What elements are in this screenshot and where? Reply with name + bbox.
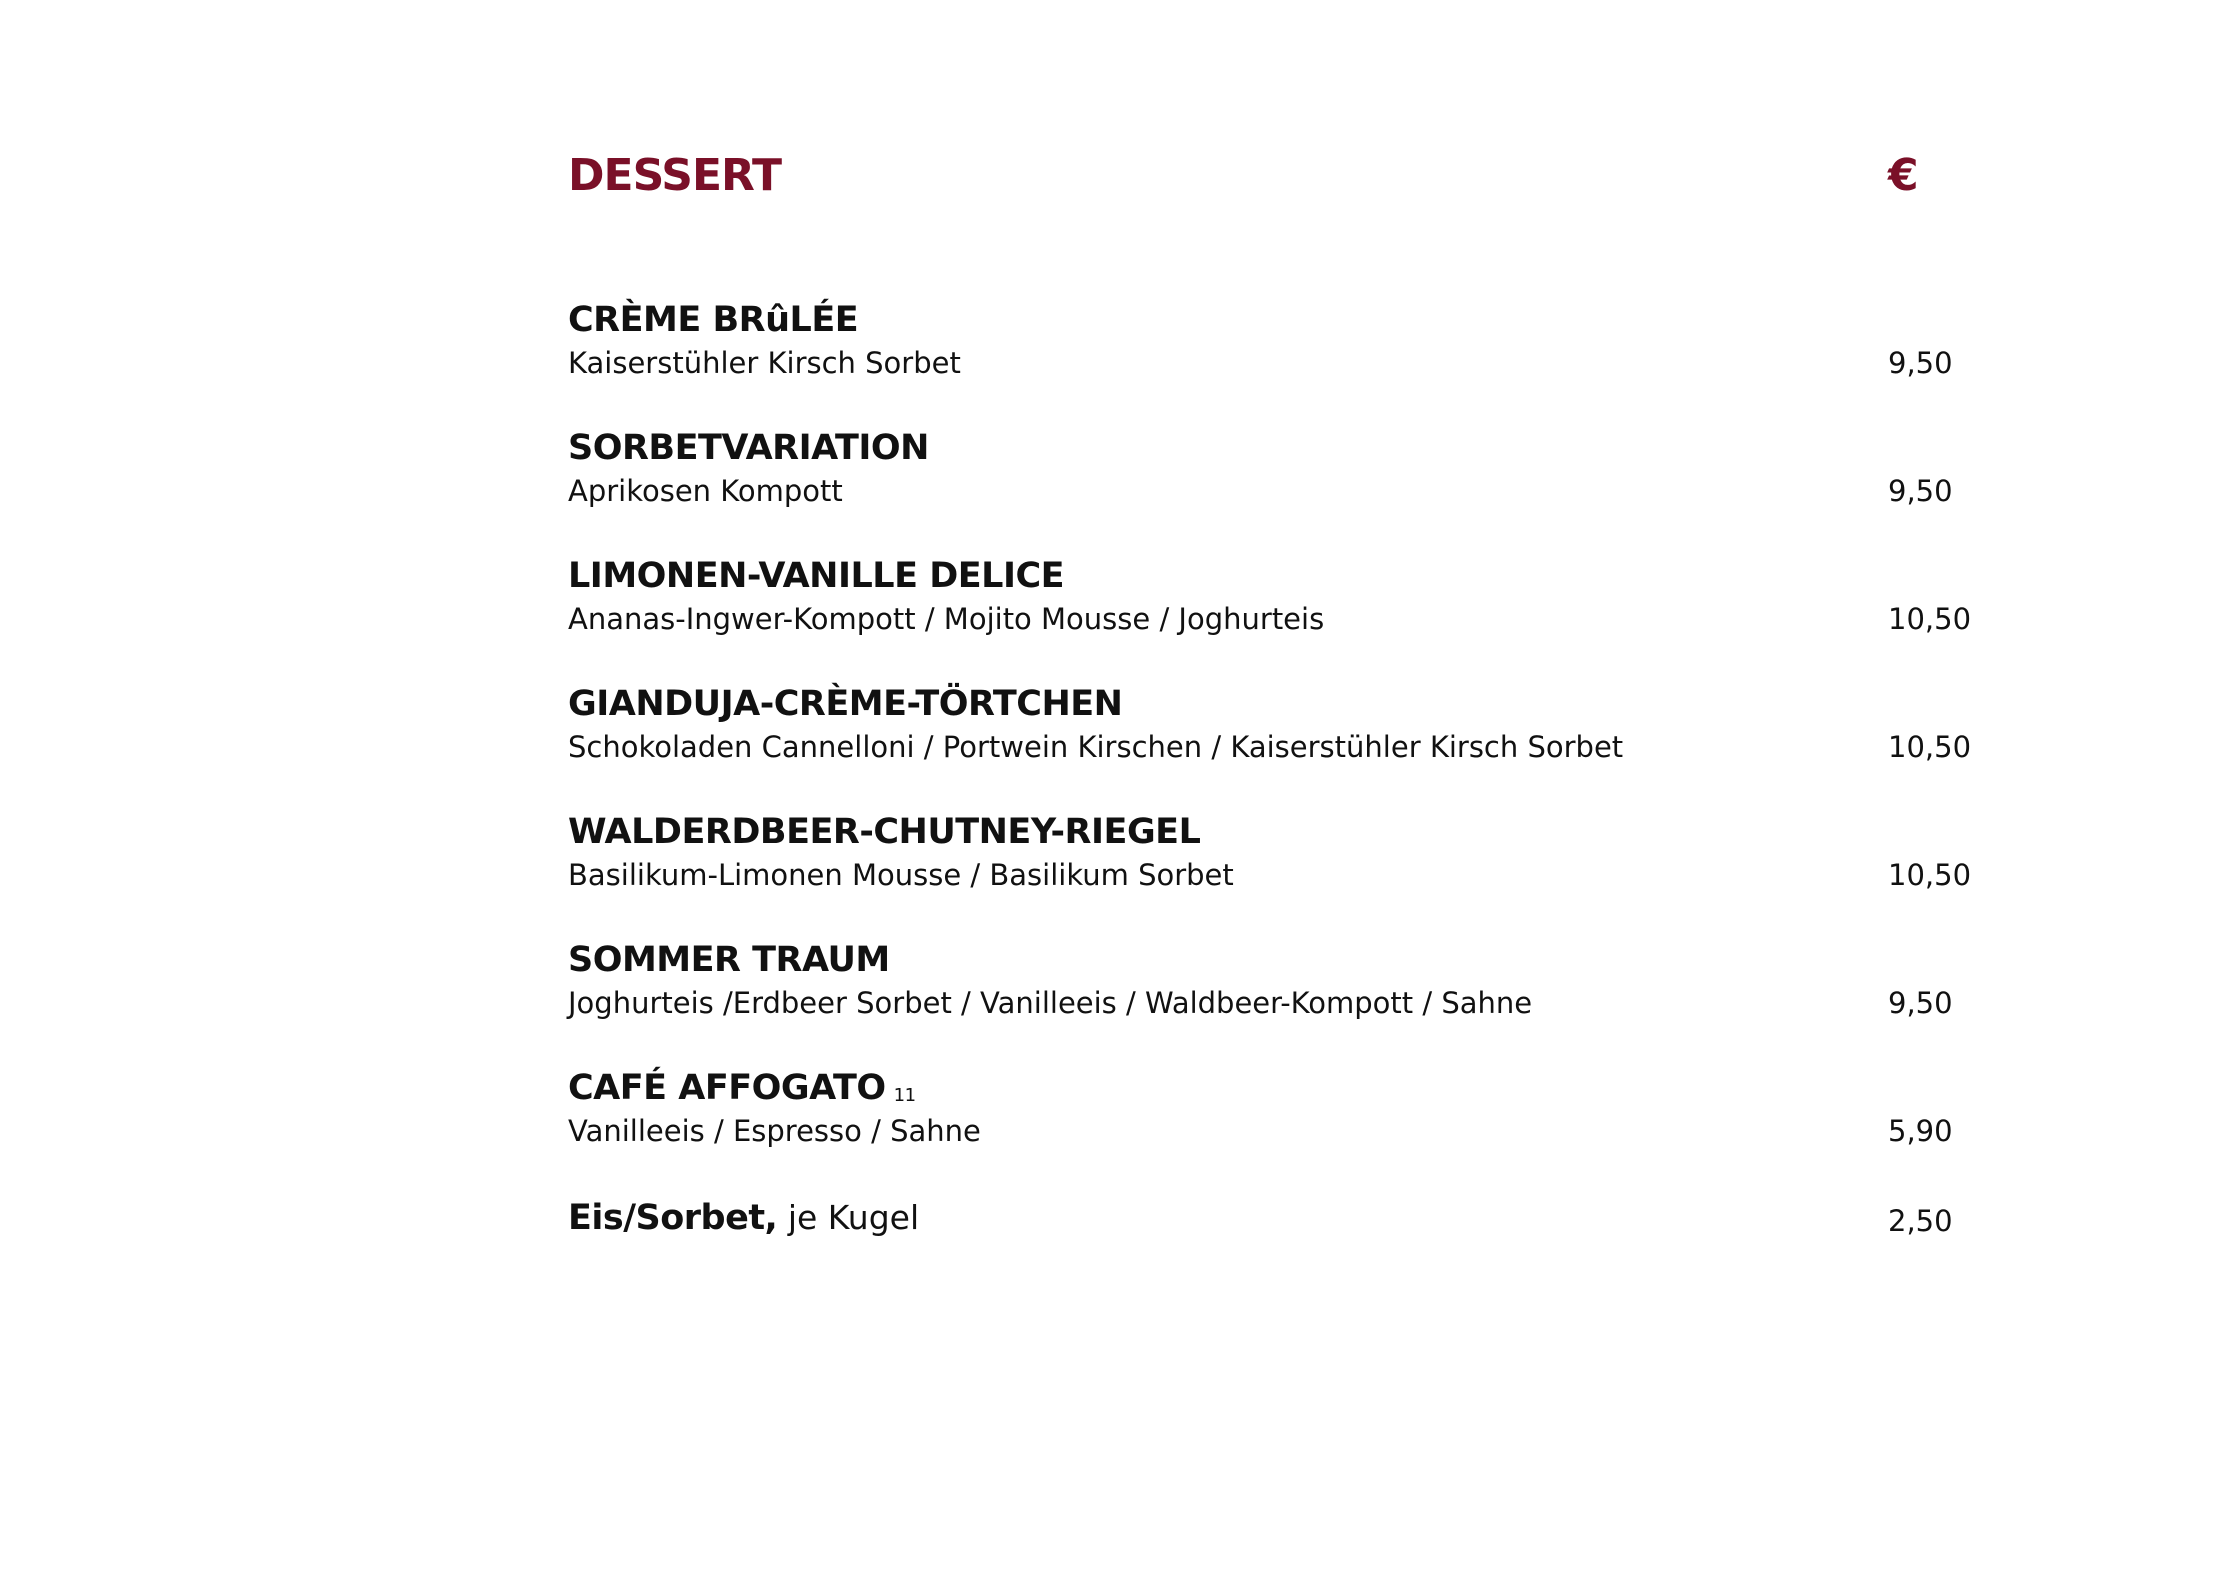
item-price: 10,50: [1888, 602, 1972, 636]
item-name: LIMONEN-VANILLE DELICE: [568, 556, 1065, 596]
item-description: Schokoladen Cannelloni / Portwein Kirschen / Kaiserstühler Kirsch Sorbet: [568, 730, 1624, 764]
menu-item: [568, 1068, 1968, 1196]
item-price: 9,50: [1888, 474, 1953, 508]
item-description: Aprikosen Kompott: [568, 474, 843, 508]
item-price: 10,50: [1888, 730, 1972, 764]
item-price: 9,50: [1888, 346, 1953, 380]
item-name: CRÈME BRûLÉE: [568, 300, 859, 340]
item-price: 10,50: [1888, 858, 1972, 892]
item-name: CAFÉ AFFOGATO 11: [568, 1068, 916, 1108]
item-name: Eis/Sorbet,: [568, 1198, 778, 1238]
item-price: 2,50: [1888, 1204, 1953, 1238]
item-name: WALDERDBEER-CHUTNEY-RIEGEL: [568, 812, 1201, 852]
menu-item: [568, 556, 1972, 684]
item-suffix: je Kugel: [777, 1198, 920, 1237]
item-name: SOMMER TRAUM: [568, 940, 890, 980]
item-description: Basilikum-Limonen Mousse / Basilikum Sorbet: [568, 858, 1234, 892]
item-description: Kaiserstühler Kirsch Sorbet: [568, 346, 961, 380]
item-name: GIANDUJA-CRÈME-TÖRTCHEN: [568, 684, 1123, 724]
item-description: Ananas-Ingwer-Kompott / Mojito Mousse / Joghurteis: [568, 602, 1325, 636]
item-price: 9,50: [1888, 986, 1953, 1020]
dessert-list: [568, 300, 1972, 1196]
section-title: DESSERT: [568, 150, 781, 201]
currency-symbol: €: [1888, 150, 1919, 201]
menu-item: [568, 684, 1972, 812]
menu-item: [568, 812, 1972, 940]
menu-item: [568, 300, 1968, 428]
ice-cream-per-scoop: [568, 1198, 1968, 1248]
item-description: Joghurteis /Erdbeer Sorbet / Vanilleeis / Waldbeer-Kompott / Sahne: [568, 986, 1533, 1020]
menu-header: [568, 150, 1968, 220]
item-name: SORBETVARIATION: [568, 428, 929, 468]
allergen-note: 11: [893, 1085, 916, 1106]
menu-item: [568, 428, 1968, 556]
menu-item: [568, 940, 1968, 1068]
item-price: 5,90: [1888, 1114, 1953, 1148]
item-description: Vanilleeis / Espresso / Sahne: [568, 1114, 981, 1148]
